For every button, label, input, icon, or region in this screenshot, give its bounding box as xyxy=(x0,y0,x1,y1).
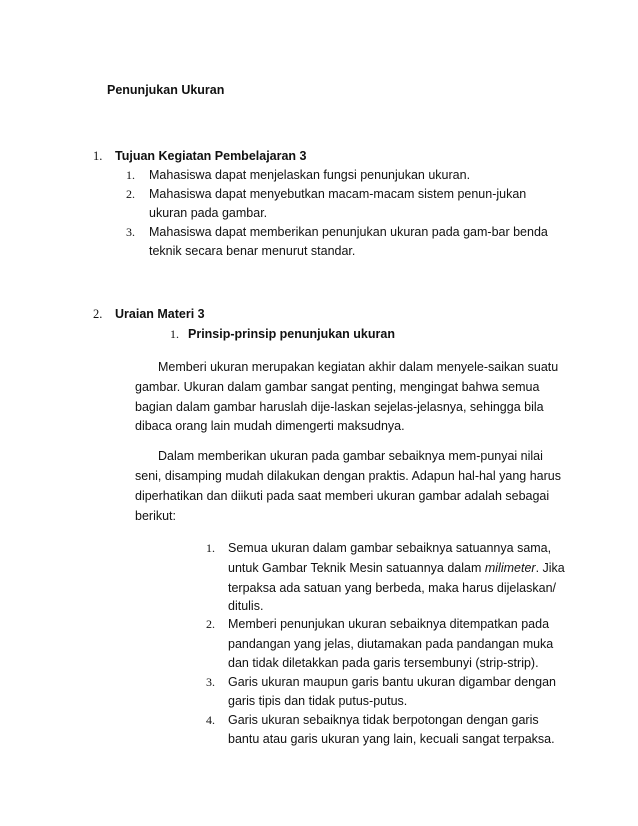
rule-3-line2: garis tipis dan tidak putus-putus. xyxy=(228,694,408,708)
objective-2-number: 2. xyxy=(126,187,135,201)
paragraph-2-line2: seni, disamping mudah dilakukan dengan praktis. Adapun hal-hal yang harus xyxy=(135,469,561,483)
rule-2-number: 2. xyxy=(206,617,215,631)
section-2-heading: Uraian Materi 3 xyxy=(115,307,205,321)
rule-3-number: 3. xyxy=(206,675,215,689)
objective-2-text-line2: ukuran pada gambar. xyxy=(149,206,268,220)
paragraph-1-line2: gambar. Ukuran dalam gambar sangat penting, mengingat bahwa semua xyxy=(135,380,540,394)
objective-1-text: Mahasiswa dapat menjelaskan fungsi penunjukan ukuran. xyxy=(149,168,471,182)
rule-4-number: 4. xyxy=(206,713,215,727)
rule-1-line2-post: . Jika xyxy=(535,561,565,575)
paragraph-1-line4: dibaca orang lain mudah dimengerti maksudnya. xyxy=(135,419,405,433)
section-2-number: 2. xyxy=(93,307,103,321)
paragraph-2-line4: berikut: xyxy=(135,509,176,523)
page-title: Penunjukan Ukuran xyxy=(107,83,225,97)
rule-1-line3: terpaksa ada satuan yang berbeda, maka harus dijelaskan/ xyxy=(228,581,556,595)
rule-2-line2: pandangan yang jelas, diutamakan pada pandangan muka xyxy=(228,637,554,651)
rule-4-line2: bantu atau garis ukuran yang lain, kecuali sangat terpaksa. xyxy=(228,732,555,746)
section-1-number: 1. xyxy=(93,149,103,163)
objective-2-text-line1: Mahasiswa dapat menyebutkan macam-macam sistem penun-jukan xyxy=(149,187,527,201)
rule-2-line1: Memberi penunjukan ukuran sebaiknya ditempatkan pada xyxy=(228,617,550,631)
objective-1-number: 1. xyxy=(126,168,135,182)
subsection-1-heading: Prinsip-prinsip penunjukan ukuran xyxy=(188,327,395,341)
rule-2-line3: dan tidak diletakkan pada garis tersembunyi (strip-strip). xyxy=(228,656,539,670)
rule-1-line2-emphasis: milimeter xyxy=(484,561,536,575)
rule-1-number: 1. xyxy=(206,541,215,555)
paragraph-2-line3: diperhatikan dan diikuti pada saat memberi ukuran gambar adalah sebagai xyxy=(135,489,550,503)
rule-3-line1: Garis ukuran maupun garis bantu ukuran digambar dengan xyxy=(228,675,556,689)
rule-4-line1: Garis ukuran sebaiknya tidak berpotongan dengan garis xyxy=(228,713,539,727)
rule-1-line2 xyxy=(228,558,565,578)
rule-1-line1: Semua ukuran dalam gambar sebaiknya satuannya sama, xyxy=(228,541,552,555)
objective-3-text-line1: Mahasiswa dapat memberikan penunjukan ukuran pada gam-bar benda xyxy=(149,225,548,239)
rule-1-line4: ditulis. xyxy=(228,599,264,613)
objective-3-number: 3. xyxy=(126,225,135,239)
rule-1-line2-pre: untuk Gambar Teknik Mesin satuannya dalam xyxy=(228,561,485,575)
paragraph-2-line1: Dalam memberikan ukuran pada gambar sebaiknya mem-punyai nilai xyxy=(158,449,543,463)
section-1-heading: Tujuan Kegiatan Pembelajaran 3 xyxy=(115,149,307,163)
subsection-1-number: 1. xyxy=(170,327,179,341)
paragraph-1-line1: Memberi ukuran merupakan kegiatan akhir dalam menyele-saikan suatu xyxy=(158,360,559,374)
objective-3-text-line2: teknik secara benar menurut standar. xyxy=(149,244,356,258)
paragraph-1-line3: bagian dalam gambar haruslah dije-laskan sejelas-jelasnya, sehingga bila xyxy=(135,400,544,414)
